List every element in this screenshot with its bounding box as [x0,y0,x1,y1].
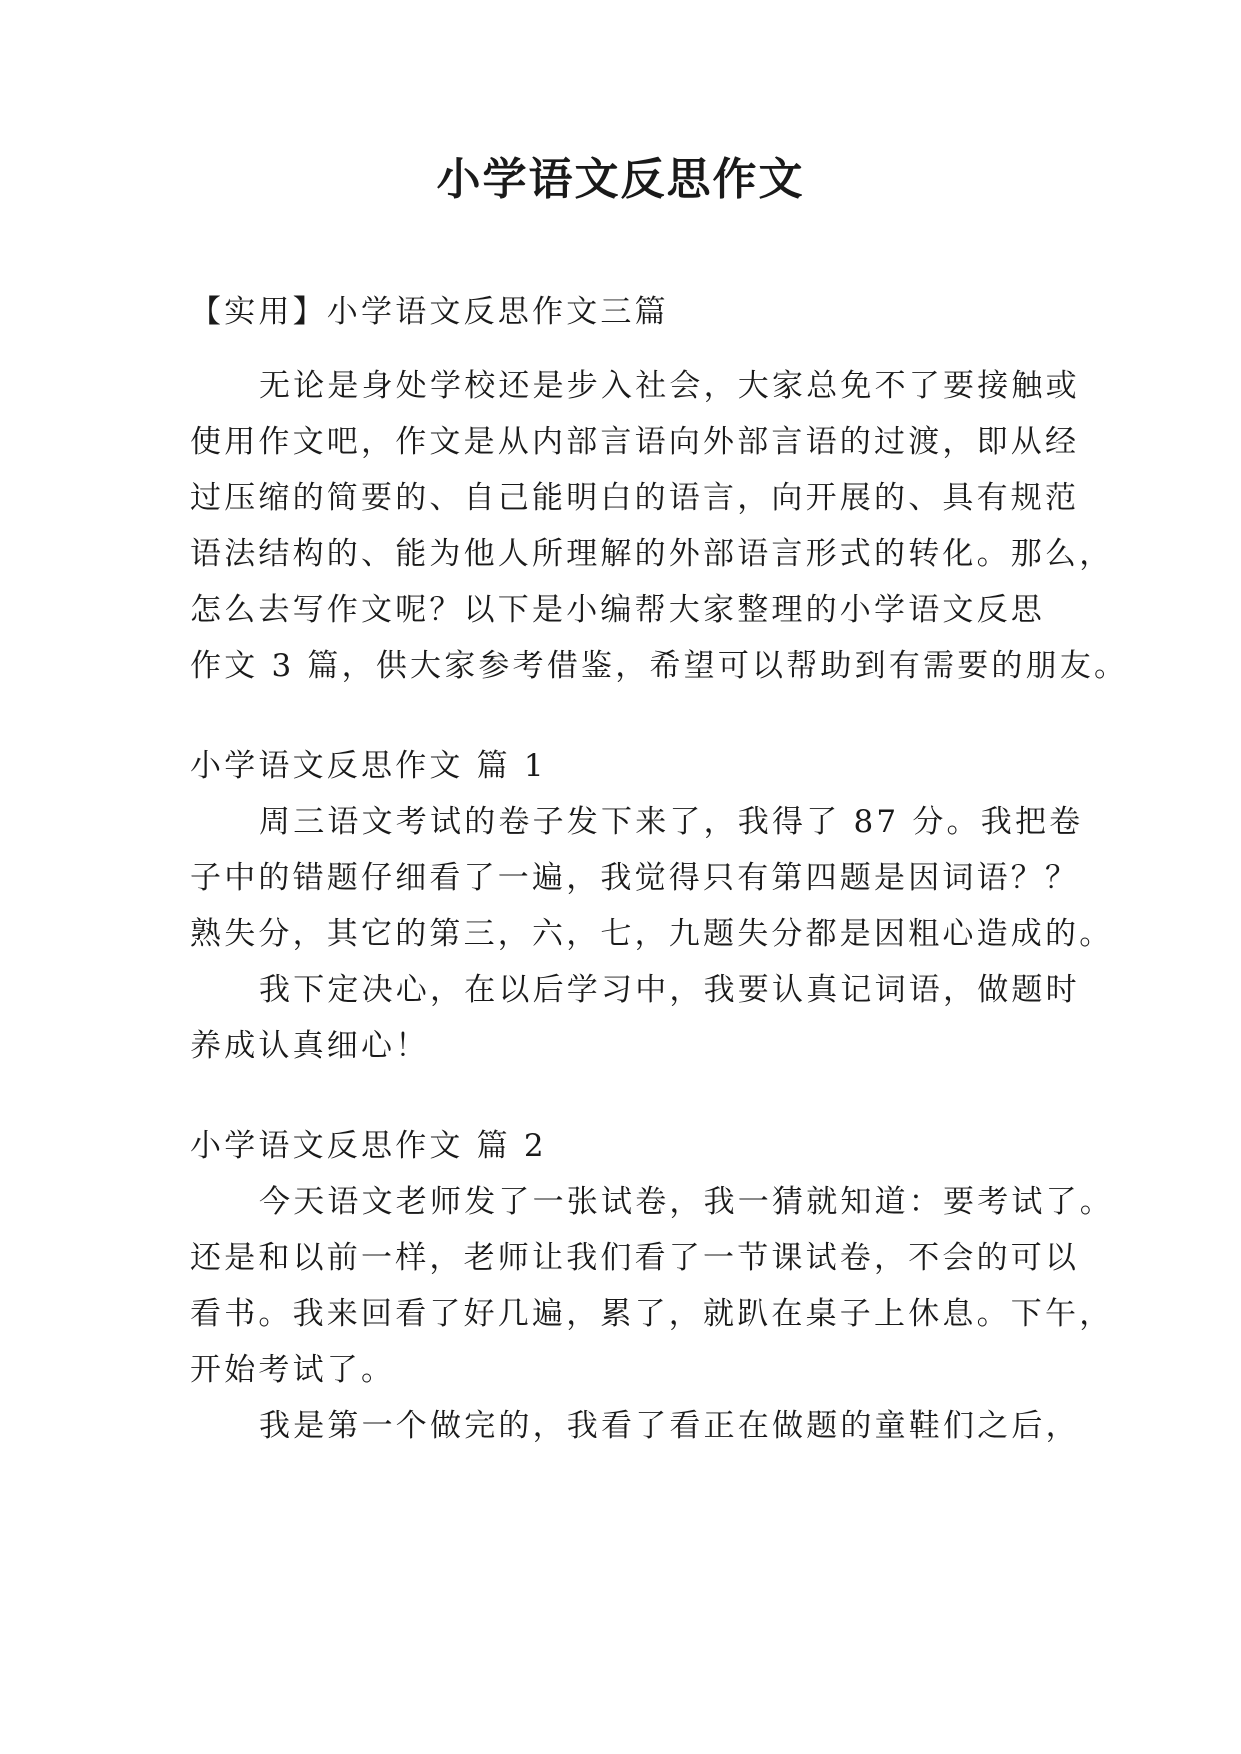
section-2-line: 今天语文老师发了一张试卷，我一猜就知道：要考试了。 [259,1184,1114,1220]
section-1-heading: 小学语文反思作文 篇 1 [190,748,547,784]
section-2-line: 我是第一个做完的，我看了看正在做题的童鞋们之后， [259,1408,1080,1444]
intro-line: 怎么去写作文呢？以下是小编帮大家整理的小学语文反思 [190,592,1045,628]
section-2-line: 看书。我来回看了好几遍，累了，就趴在桌子上休息。下午， [190,1296,1114,1332]
intro-line: 过压缩的简要的、自己能明白的语言，向开展的、具有规范 [190,480,1080,516]
intro-line: 作文 3 篇，供大家参考借鉴，希望可以帮助到有需要的朋友。 [190,648,1129,684]
intro-line: 无论是身处学校还是步入社会，大家总免不了要接触或 [259,368,1080,404]
document-subtitle: 【实用】小学语文反思作文三篇 [190,294,669,330]
section-1-line: 养成认真细心！ [190,1028,430,1064]
section-2-line: 开始考试了。 [190,1352,396,1388]
document-title: 小学语文反思作文 [436,154,805,205]
section-1-line: 子中的错题仔细看了一遍，我觉得只有第四题是因词语？？ [190,860,1080,896]
section-1-line: 我下定决心，在以后学习中，我要认真记词语，做题时 [259,972,1080,1008]
section-1-line: 熟失分，其它的第三，六，七，九题失分都是因粗心造成的。 [190,916,1114,952]
intro-line: 使用作文吧，作文是从内部言语向外部言语的过渡，即从经 [190,424,1080,460]
section-1-line: 周三语文考试的卷子发下来了，我得了 87 分。我把卷 [259,804,1084,840]
intro-line: 语法结构的、能为他人所理解的外部语言形式的转化。那么， [190,536,1114,572]
section-2-heading: 小学语文反思作文 篇 2 [190,1128,547,1164]
section-2-line: 还是和以前一样，老师让我们看了一节课试卷，不会的可以 [190,1240,1080,1276]
